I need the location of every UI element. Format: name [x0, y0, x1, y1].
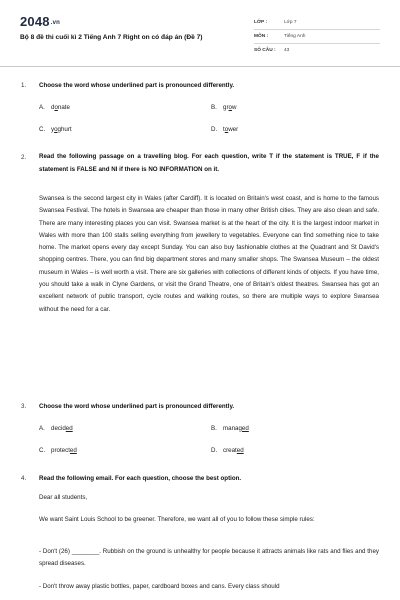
option-text: d — [51, 104, 55, 111]
question-number: 3. — [21, 403, 27, 410]
meta-row-question-count — [254, 44, 380, 57]
document-title: Bộ 8 đề thi cuối kì 2 Tiếng Anh 7 Right on có đáp án (Đề 7) — [20, 34, 203, 41]
option-letter: B. — [211, 104, 217, 111]
option-d[interactable] — [211, 447, 244, 454]
option-text: y — [51, 126, 55, 133]
logo-main: 2048 — [20, 14, 50, 29]
question-text: Choose the word whose underlined part is pronounced differently. — [39, 403, 235, 410]
option-c[interactable] — [39, 447, 77, 454]
option-a[interactable] — [39, 425, 73, 432]
meta-value: Lớp 7 — [284, 20, 297, 25]
option-underlined: o — [54, 126, 58, 133]
question-number: 2. — [21, 154, 27, 161]
question-text: Read the following email. For each question, choose the best option. — [39, 475, 242, 482]
option-letter: C. — [39, 126, 46, 133]
meta-key: SỐ CÂU : — [254, 48, 276, 53]
question-number: 1. — [21, 82, 27, 89]
option-a[interactable] — [39, 104, 70, 111]
email-rule-2: - Don't throw away plastic bottles, paper, cardboard boxes and cans. Every class should — [39, 583, 280, 590]
option-underlined: ed — [69, 447, 77, 454]
option-underlined: o — [224, 126, 229, 133]
question-number: 4. — [21, 475, 27, 482]
question-1 — [0, 82, 400, 142]
logo-suffix: .vn — [50, 19, 61, 26]
option-b[interactable] — [211, 425, 249, 432]
option-text: ghurt — [57, 126, 72, 133]
header-divider — [0, 66, 400, 67]
email-greeting: Dear all students, — [39, 494, 88, 501]
option-b[interactable] — [211, 104, 236, 111]
option-text: protect — [51, 447, 70, 454]
document-meta — [254, 16, 380, 57]
option-c[interactable] — [39, 126, 72, 133]
meta-value: Tiếng Anh — [284, 34, 306, 39]
option-letter: A. — [39, 425, 45, 432]
option-underlined: ed — [241, 425, 249, 432]
meta-row-subject — [254, 30, 380, 44]
question-text: Choose the word whose underlined part is pronounced differently. — [39, 82, 235, 89]
meta-row-class — [254, 16, 380, 30]
site-logo[interactable] — [20, 14, 60, 29]
option-text: manag — [223, 425, 242, 432]
meta-key: MÔN : — [254, 34, 269, 39]
option-text: gr — [223, 104, 229, 111]
option-underlined: o — [228, 104, 232, 111]
option-letter: C. — [39, 447, 46, 454]
option-text: t — [223, 126, 225, 133]
option-text: nate — [57, 104, 70, 111]
email-rule-1: - Don't (26) ________. Rubbish on the ground is unhealthy for people because it attracts animals like rats and flies and they spread diseases. — [39, 548, 379, 568]
question-text: Read the following passage on a travelling blog. For each question, write T if the statement is TRUE, F if the statement is FALSE and NI if there is NO INFORMATION on it. — [39, 153, 379, 173]
option-letter: D. — [211, 126, 218, 133]
page-header — [0, 0, 400, 62]
option-text: w — [231, 104, 237, 111]
option-underlined: o — [54, 104, 58, 111]
option-letter: B. — [211, 425, 217, 432]
option-text: creat — [223, 447, 237, 454]
meta-value: 43 — [284, 48, 290, 53]
option-letter: A. — [39, 104, 45, 111]
option-text: decid — [51, 425, 66, 432]
option-text: wer — [228, 126, 239, 133]
email-intro: We want Saint Louis School to be greener. Therefore, we want all of you to follow these simple rules: — [39, 516, 315, 523]
option-d[interactable] — [211, 126, 238, 133]
option-underlined: ed — [236, 447, 244, 454]
meta-key: LỚP : — [254, 20, 268, 25]
option-letter: D. — [211, 447, 218, 454]
option-underlined: ed — [65, 425, 73, 432]
reading-passage: Swansea is the second largest city in Wales (after Cardiff). It is located on Britain's west coast, and is home to the famous Swansea Festival. The hotels in Swansea are cheaper than those in many other British cities. They are also clean and safe. There are many interesting places you can visit. Swansea market is at the heart of the city. It is the largest indoor market in Wales with more than 100 stalls selling everything from jewellery to vegetables. Everyone can find something nice to take home. The market opens every day except Sunday. You can also buy fashionable clothes at the Quadrant and St David's shopping centres. There, you can find big department stores and many smaller shops. The Swansea Museum – the oldest museum in Wales – is well worth a visit. There are six galleries with collections of different kinds of objects. If you have time, you should take a walk in Clyne Gardens, or visit the Grand Theatre, one of Britain's oldest theatres. Swansea has got an excellent network of public transport, cycle routes and walking routes, so there are multiple ways to explore Swansea without the need for a car. — [39, 195, 379, 313]
